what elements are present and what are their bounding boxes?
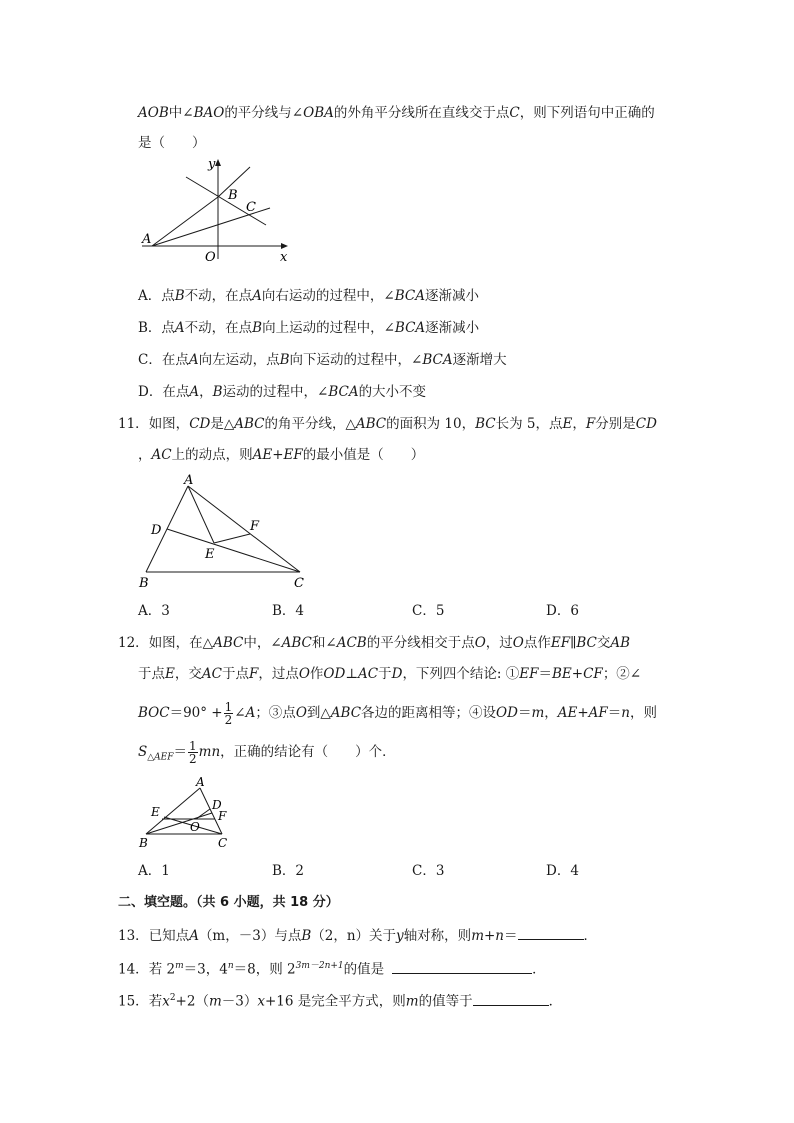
text-fragment: 在点	[161, 352, 189, 368]
q11-option-b: B．4	[272, 603, 305, 619]
text-fragment: OBA	[303, 105, 334, 121]
q15-answer-blank[interactable]	[473, 991, 549, 1006]
line-AB	[152, 197, 218, 246]
text-fragment: 1	[189, 739, 197, 753]
segment-AE	[188, 486, 214, 543]
text-fragment: 与点	[274, 928, 302, 944]
text-fragment: AB	[610, 635, 631, 651]
text-fragment: 13．	[118, 928, 149, 944]
text-fragment: CD	[635, 416, 657, 432]
text-fragment: 中∠	[168, 105, 194, 121]
text-fragment: D．	[138, 384, 163, 400]
q11-stem-line1	[118, 414, 657, 434]
text-fragment: 向左运动，点	[198, 352, 280, 368]
label-x: x	[280, 250, 288, 265]
segment-EF	[214, 534, 250, 543]
text-fragment: ，交	[174, 666, 202, 682]
q12-stem-line4	[138, 738, 396, 772]
text-fragment: 逐渐减小	[424, 288, 479, 304]
text-fragment: 2	[169, 993, 176, 1003]
text-fragment: n	[227, 961, 234, 971]
text-fragment: ＝90° +	[169, 705, 223, 721]
text-fragment: 向右运动的过程中，∠	[261, 288, 395, 304]
text-fragment: 关于	[369, 928, 397, 944]
text-fragment: BCA	[422, 352, 453, 368]
label-C: C	[218, 836, 228, 850]
q14-answer-blank[interactable]	[392, 959, 532, 974]
text-fragment: 上的动点，则	[171, 447, 253, 463]
q10-stem-line2: 是（ ）	[138, 135, 206, 151]
text-fragment: 向下运动的过程中，∠	[289, 352, 423, 368]
text-fragment: 已知点	[148, 928, 190, 944]
text-fragment: AC	[151, 447, 172, 463]
text-fragment: BC	[576, 635, 597, 651]
text-fragment: OD	[323, 666, 346, 682]
text-fragment: n	[621, 705, 630, 721]
text-fragment: ABC	[330, 705, 362, 721]
text-fragment: AE+EF	[252, 447, 303, 463]
text-fragment: 14．	[118, 961, 149, 978]
text-fragment: ABC	[234, 416, 265, 432]
text-fragment: 作	[309, 666, 324, 682]
text-fragment: ；②∠	[602, 666, 642, 682]
text-fragment: ，过点	[258, 666, 299, 682]
text-fragment: ＝	[517, 705, 532, 721]
text-fragment: EF	[550, 635, 571, 651]
section-fill-in-title: 二、填空题。（共 6 小题，共 18 分）	[118, 895, 339, 910]
text-fragment: ，	[199, 384, 213, 400]
text-fragment: ∥	[570, 635, 577, 651]
text-fragment: A	[252, 288, 262, 304]
text-fragment: BE+CF	[552, 666, 603, 682]
label-E: E	[205, 547, 215, 562]
text-fragment: 和∠	[311, 635, 337, 651]
label-C: C	[294, 576, 304, 591]
label-B: B	[228, 188, 238, 203]
text-fragment: BCA	[394, 288, 425, 304]
text-fragment: 1	[224, 700, 233, 714]
text-fragment: 点	[161, 288, 175, 304]
text-fragment: BCA	[394, 320, 426, 336]
text-fragment: B	[174, 288, 185, 304]
q15-stem	[118, 988, 562, 1012]
text-fragment: ．	[548, 993, 563, 1010]
text-fragment: ⊥	[345, 666, 359, 682]
text-fragment: BOC	[138, 705, 170, 721]
label-C: C	[246, 200, 256, 215]
text-fragment: ，	[544, 705, 558, 721]
text-fragment: +2（	[175, 993, 209, 1010]
text-fragment: O	[512, 635, 524, 651]
text-fragment: 的大小不变	[358, 384, 427, 400]
text-fragment: 3m－2n+1	[295, 961, 344, 971]
label-O: O	[205, 250, 216, 265]
text-fragment: D	[391, 666, 403, 682]
text-fragment: 不动，在点	[184, 288, 253, 304]
text-fragment: 是△	[210, 416, 235, 432]
text-fragment: 中，∠	[243, 635, 282, 651]
text-fragment: 的平分线相交于点	[366, 635, 475, 651]
text-fragment: O	[474, 635, 486, 651]
text-fragment: B	[212, 384, 223, 400]
label-y: y	[208, 157, 216, 172]
text-fragment: ＝	[607, 705, 622, 721]
text-fragment: 各边的距离相等；④设	[361, 705, 497, 721]
text-fragment: 如图，在△	[148, 635, 214, 651]
text-fragment: 的值是	[343, 961, 385, 978]
text-fragment: 分别是	[595, 416, 636, 432]
q11-option-d: D．6	[546, 603, 579, 619]
q10-option-c	[138, 350, 507, 370]
q11-figure	[134, 474, 314, 592]
q13-stem	[118, 925, 597, 946]
text-fragment: AC	[358, 666, 379, 682]
text-fragment: 于	[378, 666, 392, 682]
text-fragment: A	[188, 352, 199, 368]
text-fragment: 若	[148, 993, 163, 1010]
text-fragment: 交	[596, 635, 611, 651]
text-fragment: ．	[532, 961, 546, 978]
text-fragment: 长为 5，点	[495, 416, 563, 432]
label-F: F	[218, 809, 227, 823]
q12-stem-line3	[138, 699, 657, 727]
label-B: B	[139, 576, 149, 591]
q10-option-d	[138, 382, 426, 402]
text-fragment: CD	[189, 416, 211, 432]
text-fragment: ＝	[538, 666, 553, 682]
text-fragment: ；③点	[255, 705, 296, 721]
label-E: E	[151, 805, 160, 819]
text-fragment: m	[405, 993, 419, 1010]
text-fragment: B	[301, 928, 312, 944]
text-fragment: B	[279, 352, 290, 368]
text-fragment: 11．	[118, 416, 149, 432]
text-fragment: +16 是完全平方式，则	[264, 993, 406, 1010]
text-fragment: 不动，在点	[184, 320, 253, 336]
text-fragment: E	[562, 416, 573, 432]
text-fragment: ，下列四个结论: ①	[402, 666, 520, 682]
text-fragment: ＝	[173, 744, 187, 760]
q14-stem	[118, 956, 546, 980]
text-fragment: S	[138, 744, 148, 760]
label-B: B	[139, 836, 148, 850]
text-fragment: 如图，	[148, 416, 190, 432]
q10-figure	[134, 155, 304, 267]
text-fragment: ，正确的结论有（ ）个．	[220, 744, 396, 760]
text-fragment: m+n	[471, 928, 504, 944]
text-fragment: F	[585, 416, 596, 432]
x-axis-arrow	[281, 243, 288, 249]
text-fragment: A	[189, 928, 199, 944]
text-fragment: B	[252, 320, 263, 336]
text-fragment: 15．	[118, 993, 149, 1010]
text-fragment: 的值等于	[418, 993, 473, 1010]
text-fragment: E	[165, 666, 175, 682]
text-fragment: F	[248, 666, 259, 682]
q12-stem-line2	[138, 664, 641, 684]
q12-figure	[134, 774, 244, 852]
text-fragment: 12．	[118, 635, 149, 651]
text-fragment: x	[257, 993, 265, 1010]
text-fragment: AOB	[138, 105, 169, 121]
text-fragment: C．	[138, 352, 162, 368]
q12-option-a: A．1	[138, 863, 170, 879]
text-fragment: 2	[189, 752, 197, 766]
text-fragment: A．	[138, 288, 162, 304]
fraction-half-2	[188, 740, 198, 765]
q12-option-b: B．2	[272, 863, 305, 879]
text-fragment: ，则	[630, 705, 657, 721]
text-fragment: △AEF	[147, 752, 174, 763]
q12-stem-line1	[118, 633, 630, 653]
q13-answer-blank[interactable]	[518, 925, 584, 940]
label-A: A	[184, 474, 194, 488]
text-fragment: OD	[496, 705, 518, 721]
text-fragment: 的外角平分线所在直线交于点	[333, 105, 510, 121]
q11-stem-line2	[138, 445, 424, 465]
text-fragment: ∠	[234, 705, 246, 721]
text-fragment: ABC	[213, 635, 244, 651]
text-fragment: 运动的过程中，∠	[222, 384, 329, 400]
text-fragment: O	[298, 666, 310, 682]
text-fragment: A	[174, 320, 185, 336]
text-fragment: 向上运动的过程中，∠	[262, 320, 395, 336]
text-fragment: mn	[198, 744, 221, 760]
text-fragment: A	[189, 384, 200, 400]
label-A: A	[142, 232, 152, 247]
text-fragment: 逐渐增大	[452, 352, 507, 368]
text-fragment: 的最小值是（ ）	[302, 447, 425, 463]
text-fragment: C	[509, 105, 520, 121]
fraction-half	[224, 701, 234, 726]
text-fragment: 的面积为 10，	[386, 416, 476, 432]
q12-option-c: C．3	[412, 863, 445, 879]
text-fragment: ，则下列语句中正确的	[519, 105, 655, 121]
text-fragment: EF	[519, 666, 539, 682]
text-fragment: B．	[138, 320, 162, 336]
text-fragment: 轴对称，则	[403, 928, 472, 944]
text-fragment: 逐渐减小	[425, 320, 480, 336]
text-fragment: O	[295, 705, 307, 721]
text-fragment: BAO	[193, 105, 225, 121]
segment-CD	[167, 529, 300, 572]
text-fragment: AC	[201, 666, 222, 682]
q10-stem-line1	[138, 103, 655, 123]
y-axis-arrow	[215, 159, 221, 166]
text-fragment: m	[531, 705, 545, 721]
text-fragment: ＝8，则 2	[233, 961, 296, 978]
text-fragment: ，	[138, 447, 152, 463]
q11-option-c: C．5	[412, 603, 445, 619]
label-F: F	[250, 519, 260, 534]
text-fragment: 到△	[306, 705, 331, 721]
label-O: O	[190, 820, 200, 834]
text-fragment: x	[162, 993, 170, 1010]
text-fragment: （2，n）	[311, 928, 370, 944]
text-fragment: 若 2	[148, 961, 176, 978]
text-fragment: ＝3，4	[183, 961, 228, 978]
text-fragment: ABC	[281, 635, 312, 651]
text-fragment: m	[175, 961, 184, 971]
label-D: D	[212, 798, 222, 812]
text-fragment: 点作	[523, 635, 551, 651]
text-fragment: ，	[572, 416, 586, 432]
text-fragment: ABC	[355, 416, 387, 432]
text-fragment: ＝	[504, 928, 518, 944]
text-fragment: BCA	[328, 384, 359, 400]
text-fragment: 2	[224, 713, 233, 727]
text-fragment: －3）	[221, 993, 258, 1010]
text-fragment: AE+AF	[557, 705, 608, 721]
text-fragment: ，过	[485, 635, 513, 651]
text-fragment: A	[245, 705, 256, 721]
text-fragment: BC	[475, 416, 496, 432]
q11-option-a: A．3	[138, 603, 170, 619]
text-fragment: 点	[161, 320, 175, 336]
text-fragment: 的平分线与∠	[224, 105, 304, 121]
text-fragment: 于点	[138, 666, 165, 682]
label-A: A	[196, 775, 205, 789]
text-fragment: 于点	[221, 666, 249, 682]
text-fragment: ACB	[336, 635, 367, 651]
text-fragment: 在点	[162, 384, 190, 400]
q12-option-d: D．4	[546, 863, 579, 879]
q10-option-b	[138, 318, 479, 338]
text-fragment: （m，－3）	[198, 928, 275, 944]
label-D: D	[151, 523, 162, 538]
text-fragment: y	[396, 928, 404, 944]
text-fragment: m	[208, 993, 222, 1010]
q10-option-a	[138, 286, 479, 306]
text-fragment: 的角平分线，△	[264, 416, 356, 432]
text-fragment: ．	[583, 928, 597, 944]
